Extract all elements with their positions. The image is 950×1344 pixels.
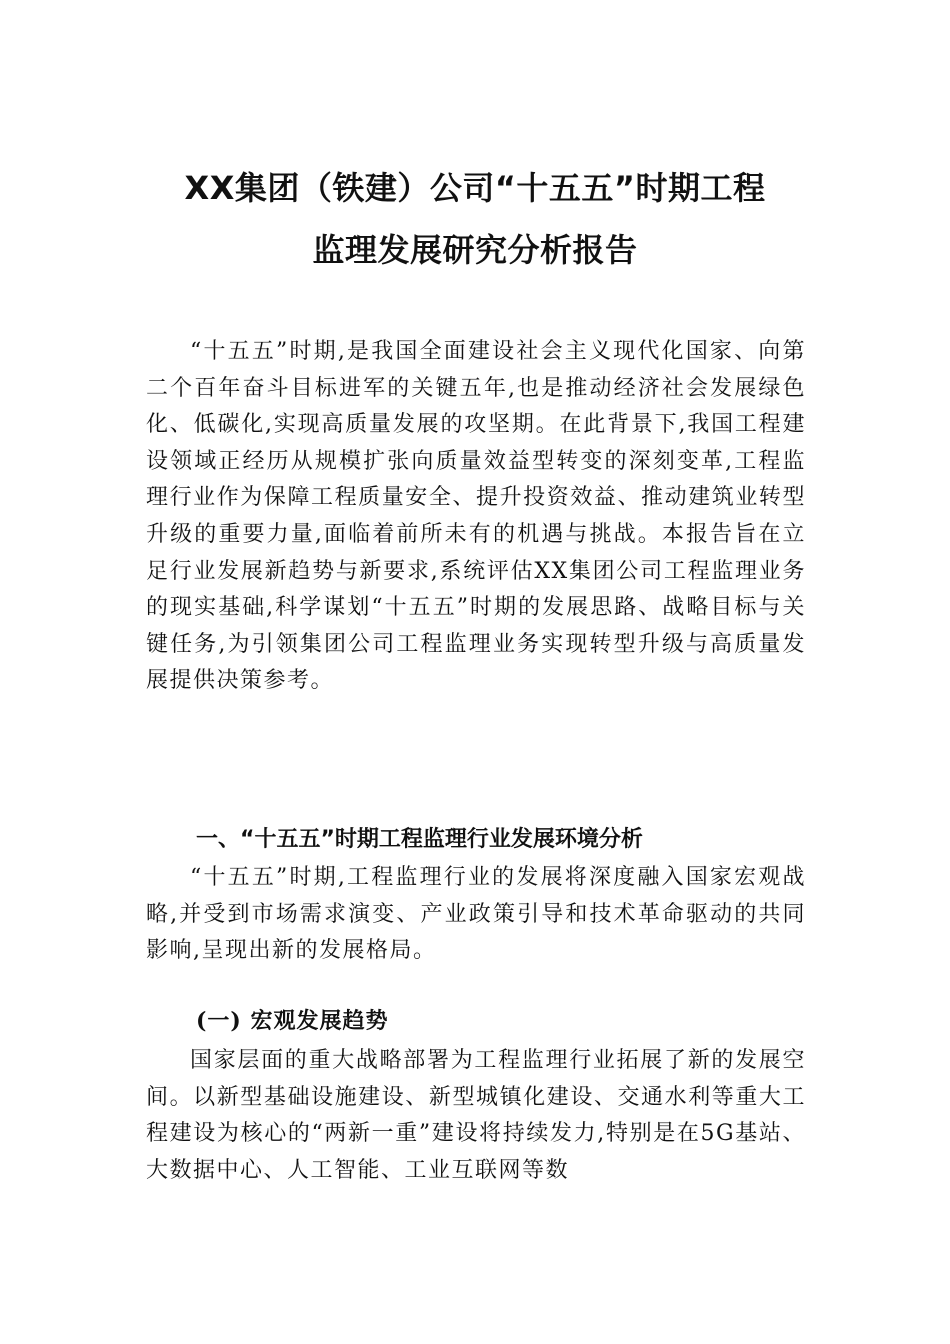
subsection-1-paragraph: 国家层面的重大战略部署为工程监理行业拓展了新的发展空间。以新型基础设施建设、新型城镇化建设、交通水利等重大工程建设为核心的“两新一重”建设将持续发力,特别是在5G基站、大数据中心、人工智能、工业互联网等数 xyxy=(146,1048,806,1183)
document-title-line-2: 监理发展研究分析报告 xyxy=(312,231,638,269)
document-title-line-1: XX集团（铁建）公司“十五五”时期工程 xyxy=(184,169,766,207)
intro-paragraph: “十五五”时期,是我国全面建设社会主义现代化国家、向第二个百年奋斗目标进军的关键五年,也是推动经济社会发展绿色化、低碳化,实现高质量发展的攻坚期。在此背景下,我国工程建设领域正经历从规模扩张向质量效益型转变的深刻变革,工程监理行业作为保障工程质量安全、提升投资效益、推动建筑业转型升级的重要力量,面临着前所未有的机遇与挑战。本报告旨在立足行业发展新趋势与新要求,系统评估XX集团公司工程监理业务的现实基础,科学谋划“十五五”时期的发展思路、战略目标与关键任务,为引领集团公司工程监理业务实现转型升级与高质量发展提供决策参考。 xyxy=(146,339,806,694)
section-1-paragraph: “十五五”时期,工程监理行业的发展将深度融入国家宏观战略,并受到市场需求演变、产业政策引导和技术革命驱动的共同影响,呈现出新的发展格局。 xyxy=(146,865,806,964)
section-1-heading: 一、“十五五”时期工程监理行业发展环境分析 xyxy=(196,827,643,852)
subsection-1-heading: (一) 宏观发展趋势 xyxy=(196,1008,389,1034)
